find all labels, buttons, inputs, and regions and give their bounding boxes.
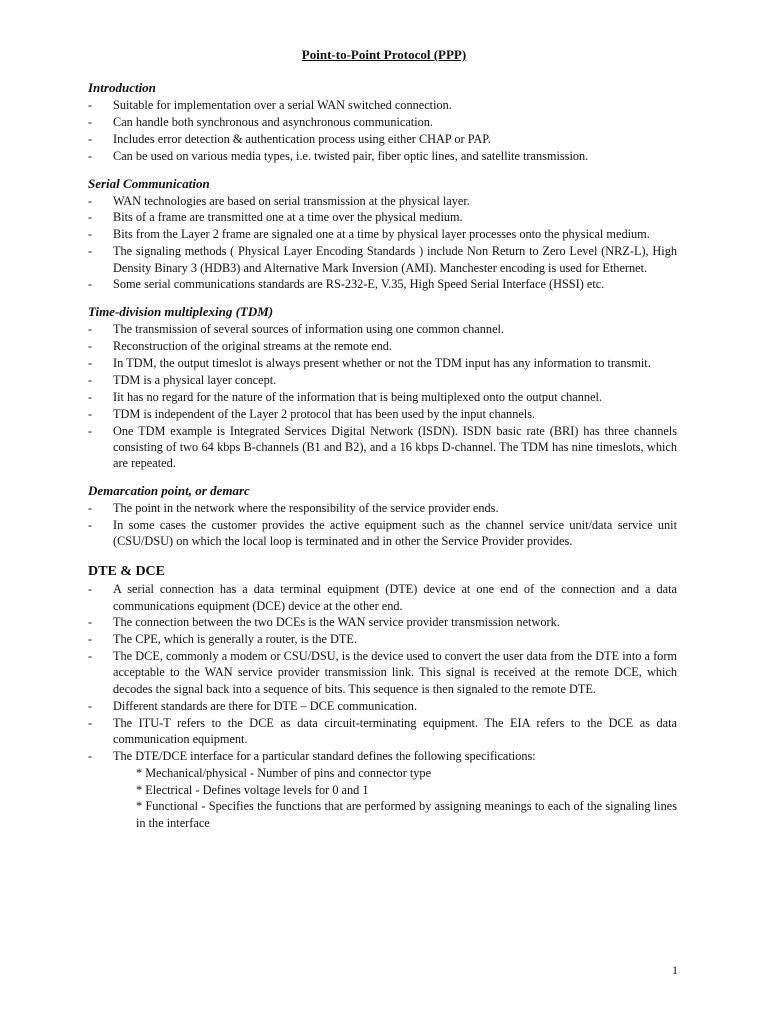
list-item (88, 372, 677, 388)
list-item (88, 581, 677, 614)
section-introduction (88, 80, 677, 164)
bullet-dash: - (88, 649, 93, 664)
bullet-dash: - (88, 210, 93, 225)
bullet-dash: - (88, 322, 93, 337)
list-item (88, 321, 677, 337)
bullet-dash: - (88, 698, 93, 713)
list-item-text: The CPE, which is generally a router, is the DTE. (113, 632, 358, 647)
bullet-dash: - (88, 193, 93, 208)
list-item-text: In TDM, the output timeslot is always present whether or not the TDM input has any information to transmit. (113, 356, 651, 371)
bullet-dash: - (88, 748, 93, 763)
list-item (88, 631, 677, 647)
list-item (88, 131, 677, 147)
list-item (88, 338, 677, 354)
list-item-text: The connection between the two DCEs is the WAN service provider transmission network. (113, 615, 560, 630)
bullet-dash: - (88, 98, 93, 112)
list-item-text: The point in the network where the responsibility of the service provider ends. (113, 501, 499, 516)
list-item-text: The DTE/DCE interface for a particular standard defines the following specifications: (113, 748, 536, 763)
section-heading: DTE & DCE (88, 564, 166, 580)
bullet-list (88, 500, 677, 549)
section-heading: Time-division multiplexing (TDM) (88, 304, 274, 320)
list-item-text: Some serial communications standards are RS-232-E, V.35, High Speed Serial Interface (HSSI) etc. (113, 277, 605, 292)
bullet-dash: - (88, 227, 93, 242)
spec-list (88, 765, 677, 831)
list-item-text: Iit has no regard for the nature of the information that is being multiplexed onto the output channel. (113, 389, 603, 404)
bullet-list (88, 581, 677, 764)
section-heading: Demarcation point, or demarc (88, 483, 250, 499)
list-item-text: In some cases the customer provides the active equipment such as the channel service unit/data service unit (CSU/DSU) on which the local loop is terminated and in other the Service Provider provides. (113, 518, 677, 549)
list-item (88, 517, 677, 550)
page-title: Point-to-Point Protocol (PPP) (301, 47, 467, 62)
list-item (88, 648, 677, 697)
list-item (88, 209, 677, 225)
list-item (88, 355, 677, 371)
bullet-dash: - (88, 715, 93, 730)
list-item (88, 614, 677, 630)
list-item-text: TDM is independent of the Layer 2 protocol that has been used by the input channels. (113, 406, 536, 421)
list-item (88, 243, 677, 276)
bullet-dash: - (88, 372, 93, 387)
list-item-text: Different standards are there for DTE – DCE communication. (113, 698, 418, 713)
bullet-dash: - (88, 582, 93, 597)
list-item (88, 406, 677, 422)
list-item-text: A serial connection has a data terminal equipment (DTE) device at one end of the connection and a data communications equipment (DCE) device at the other end. (113, 582, 677, 613)
list-item-text: One TDM example is Integrated Services Digital Network (ISDN). ISDN basic rate (BRI) has three channels consisting of two 64 kbps B-channels (B1 and B2), and a 16 kbps D-channel. The TDM has nine timeslots, which are repeated. (113, 423, 677, 471)
bullet-dash: - (88, 277, 93, 292)
page-number: 1 (672, 963, 678, 977)
list-item-text: The transmission of several sources of information using one common channel. (113, 322, 505, 337)
section-heading: Serial Communication (88, 175, 210, 191)
list-item-text: Bits from the Layer 2 frame are signaled one at a time by physical layer processes onto the physical medium. (113, 227, 650, 242)
list-item (88, 423, 677, 472)
bullet-dash: - (88, 148, 93, 163)
list-item-text: Includes error detection & authentication process using either CHAP or PAP. (113, 131, 491, 146)
list-item-text: WAN technologies are based on serial transmission at the physical layer. (113, 193, 470, 208)
bullet-dash: - (88, 423, 93, 438)
bullet-dash: - (88, 244, 93, 259)
list-item (88, 276, 677, 292)
list-item-text: Bits of a frame are transmitted one at a time over the physical medium. (113, 210, 463, 225)
list-item-text: The DCE, commonly a modem or CSU/DSU, is the device used to convert the user data from the DTE into a form acceptable to the WAN service provider transmission link. This signal is received at the remote DCE, which decodes the signal back into a sequence of bits. This sequence is then signaled to the remote DTE. (113, 649, 677, 696)
bullet-dash: - (88, 615, 93, 630)
bullet-dash: - (88, 389, 93, 404)
section-heading: Introduction (88, 80, 156, 95)
document-body (88, 80, 677, 832)
list-item-text: The ITU-T refers to the DCE as data circuit-terminating equipment. The EIA refers to the DCE as data communication equipment. (113, 715, 677, 746)
list-item (88, 97, 677, 113)
bullet-list (88, 321, 677, 471)
bullet-dash: - (88, 518, 93, 533)
bullet-dash: - (88, 339, 93, 354)
list-item (88, 148, 677, 164)
list-item (88, 748, 677, 764)
section-dte-dce (88, 564, 677, 831)
bullet-dash: - (88, 406, 93, 421)
list-item-text: Reconstruction of the original streams at the remote end. (113, 339, 392, 354)
list-item-text: The signaling methods ( Physical Layer Encoding Standards ) include Non Return to Zero Level (NRZ-L), High Density Binary 3 (HDB3) and Alternative Mark Inversion (AMI). Manchester encoding is used for Ethernet. (113, 244, 677, 275)
list-item (88, 226, 677, 242)
spec-item: * Functional - Specifies the functions that are performed by assigning meanings to each of the signaling lines in the interface (136, 799, 677, 830)
list-item-text: Can handle both synchronous and asynchronous communication. (113, 114, 434, 129)
spec-item: * Mechanical/physical - Number of pins and connector type (136, 765, 432, 780)
list-item-text: TDM is a physical layer concept. (113, 372, 277, 387)
section-tdm (88, 304, 677, 471)
list-item (88, 193, 677, 209)
list-item (88, 500, 677, 516)
list-item-text: Can be used on various media types, i.e. twisted pair, fiber optic lines, and satellite transmission. (113, 148, 589, 163)
bullet-list (88, 97, 677, 164)
section-serial-communication (88, 176, 677, 293)
bullet-dash: - (88, 131, 93, 146)
spec-item: * Electrical - Defines voltage levels for 0 and 1 (136, 782, 369, 797)
bullet-dash: - (88, 501, 93, 516)
list-item (88, 114, 677, 130)
bullet-dash: - (88, 114, 93, 129)
list-item (88, 389, 677, 405)
bullet-dash: - (88, 356, 93, 371)
bullet-dash: - (88, 632, 93, 647)
list-item (88, 698, 677, 714)
list-item (88, 715, 677, 748)
bullet-list (88, 193, 677, 293)
section-demarc (88, 483, 677, 549)
list-item-text: Suitable for implementation over a serial WAN switched connection. (113, 98, 452, 112)
